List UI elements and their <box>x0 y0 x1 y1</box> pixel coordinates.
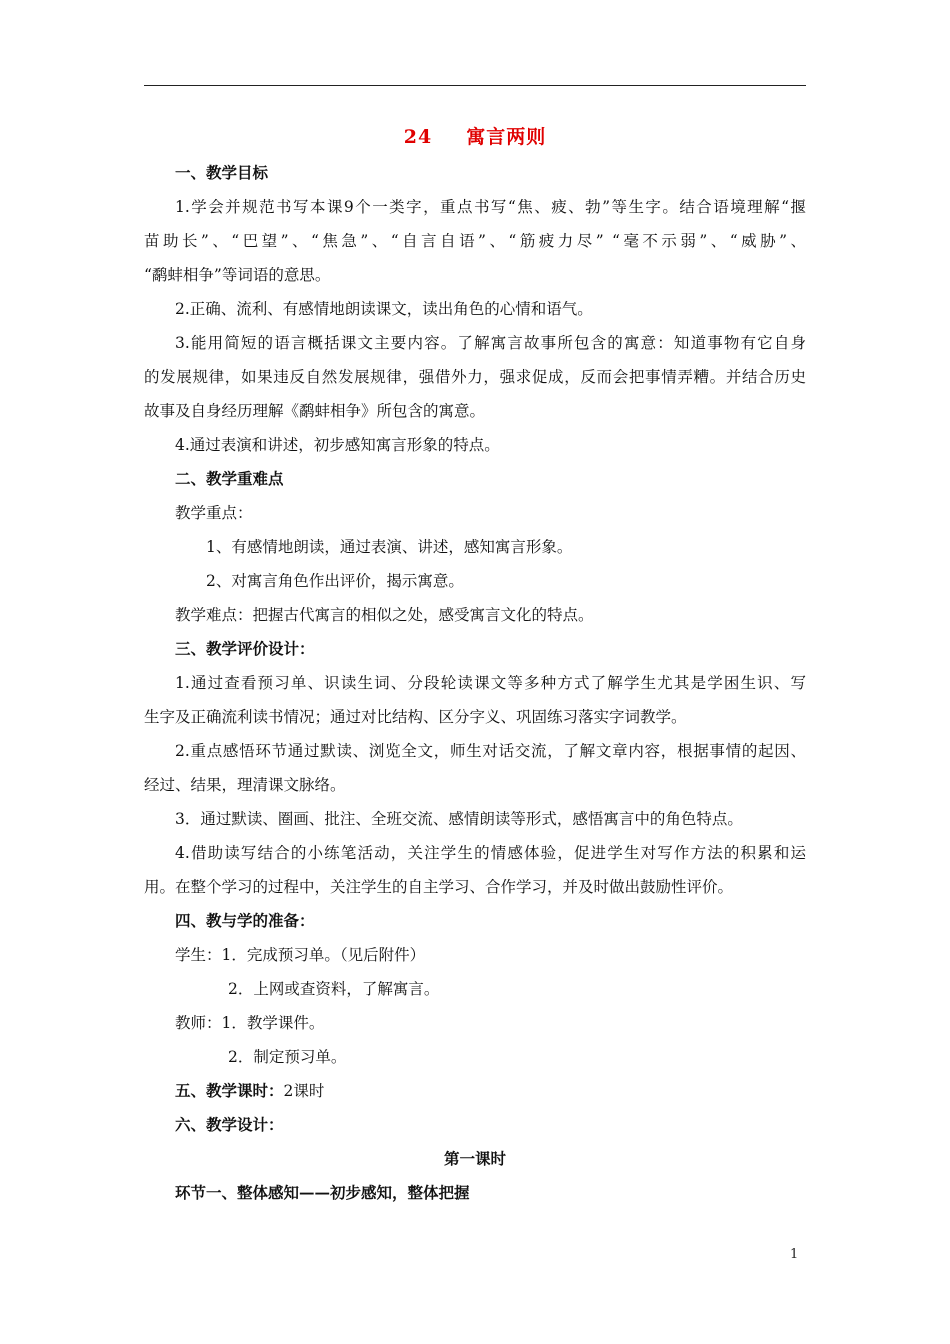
text-line-p4 <box>144 1040 806 1074</box>
text-line-s1 <box>144 1142 806 1176</box>
line-text: 教学难点：把握古代寓言的相似之处，感受寓言文化的特点。 <box>175 606 594 624</box>
text-line-g3a <box>144 326 806 360</box>
line-text: 一、教学目标 <box>175 163 269 182</box>
line-text: 三、教学评价设计： <box>175 639 315 658</box>
line-text: 1.通过查看预习单、识读生词、分段轮读课文等多种方式了解学生尤其是学困生识、写 <box>175 674 806 692</box>
text-line-g1b <box>144 224 806 258</box>
text-line-e4b <box>144 870 806 904</box>
text-line-h4 <box>144 904 806 938</box>
line-text: 四、教与学的准备： <box>175 911 315 930</box>
text-line-p1 <box>144 938 806 972</box>
line-text: 4.借助读写结合的小练笔活动，关注学生的情感体验，促进学生对写作方法的积累和运 <box>175 844 806 862</box>
text-line-k1 <box>144 530 806 564</box>
text-line-h6 <box>144 1108 806 1142</box>
text-line-e3 <box>144 802 806 836</box>
line-text: 生字及正确流利读书情况；通过对比结构、区分字义、巩固练习落实字词教学。 <box>144 708 687 726</box>
text-line-s2 <box>144 1176 806 1210</box>
line-text: 环节一、整体感知——初步感知，整体把握 <box>175 1183 470 1202</box>
text-line-k0 <box>144 496 806 530</box>
line-text: 第一课时 <box>443 1149 506 1168</box>
line-text: 1.学会并规范书写本课9个一类字，重点书写“焦、疲、勃”等生字。结合语境理解“揠 <box>175 198 806 216</box>
line-text: 故事及自身经历理解《鹬蚌相争》所包含的寓意。 <box>144 402 486 420</box>
line-text: 2．制定预习单。 <box>228 1048 347 1066</box>
line-text: 教师：1．教学课件。 <box>175 1014 325 1032</box>
text-line-h1 <box>144 156 806 190</box>
line-text: 1、有感情地朗读，通过表演、讲述，感知寓言形象。 <box>206 538 573 556</box>
line-text: 4.通过表演和讲述，初步感知寓言形象的特点。 <box>175 436 500 454</box>
text-line-k2 <box>144 564 806 598</box>
text-line-g2 <box>144 292 806 326</box>
header-rule <box>144 85 806 86</box>
text-line-g4 <box>144 428 806 462</box>
lesson-title <box>144 118 806 156</box>
text-line-e1a <box>144 666 806 700</box>
line-text: 五、教学课时： <box>175 1081 284 1100</box>
text-line-d0 <box>144 598 806 632</box>
line-text: 教学重点： <box>175 504 253 522</box>
line-text: “鹬蚌相争”等词语的意思。 <box>144 266 331 284</box>
text-line-h3 <box>144 632 806 666</box>
lesson-number: 24 <box>403 126 433 148</box>
text-line-g1a <box>144 190 806 224</box>
line-text: 用。在整个学习的过程中，关注学生的自主学习、合作学习，并及时做出鼓励性评价。 <box>144 878 734 896</box>
text-line-g3c <box>144 394 806 428</box>
line-text: 2．上网或查资料，了解寓言。 <box>228 980 440 998</box>
line-text: 学生：1．完成预习单。（见后附件） <box>175 946 426 964</box>
line-text: 的发展规律，如果违反自然发展规律，强借外力，强求促成，反而会把事情弄糟。并结合历史 <box>144 368 806 386</box>
text-line-h2 <box>144 462 806 496</box>
text-line-e2b <box>144 768 806 802</box>
text-lines <box>144 156 806 1210</box>
text-line-p2 <box>144 972 806 1006</box>
text-line-e2a <box>144 734 806 768</box>
text-line-p3 <box>144 1006 806 1040</box>
line-text: 3.能用简短的语言概括课文主要内容。了解寓言故事所包含的寓意：知道事物有它自身 <box>175 334 806 352</box>
text-line-e1b <box>144 700 806 734</box>
line-text: 经过、结果，理清课文脉络。 <box>144 776 346 794</box>
page-number: 1 <box>790 1247 799 1262</box>
line-suffix: 2课时 <box>283 1082 325 1100</box>
line-text: 2.正确、流利、有感情地朗读课文，读出角色的心情和语气。 <box>175 300 593 318</box>
text-line-g3b <box>144 360 806 394</box>
line-text: 2.重点感悟环节通过默读、浏览全文，师生对话交流，了解文章内容，根据事情的起因、 <box>175 742 806 760</box>
line-text: 3．通过默读、圈画、批注、全班交流、感情朗读等形式，感悟寓言中的角色特点。 <box>175 810 743 828</box>
document-body <box>144 118 806 1210</box>
line-text: 2、对寓言角色作出评价，揭示寓意。 <box>206 572 464 590</box>
text-line-e4a <box>144 836 806 870</box>
line-text: 六、教学设计： <box>175 1115 284 1134</box>
text-line-h5 <box>144 1074 806 1108</box>
lesson-title-text: 寓言两则 <box>466 126 547 148</box>
line-text: 二、教学重难点 <box>175 469 284 488</box>
text-line-g1c <box>144 258 806 292</box>
line-text: 苗助长”、“巴望”、“焦急”、“自言自语”、“筋疲力尽” “毫不示弱”、“威胁”、 <box>144 232 806 250</box>
